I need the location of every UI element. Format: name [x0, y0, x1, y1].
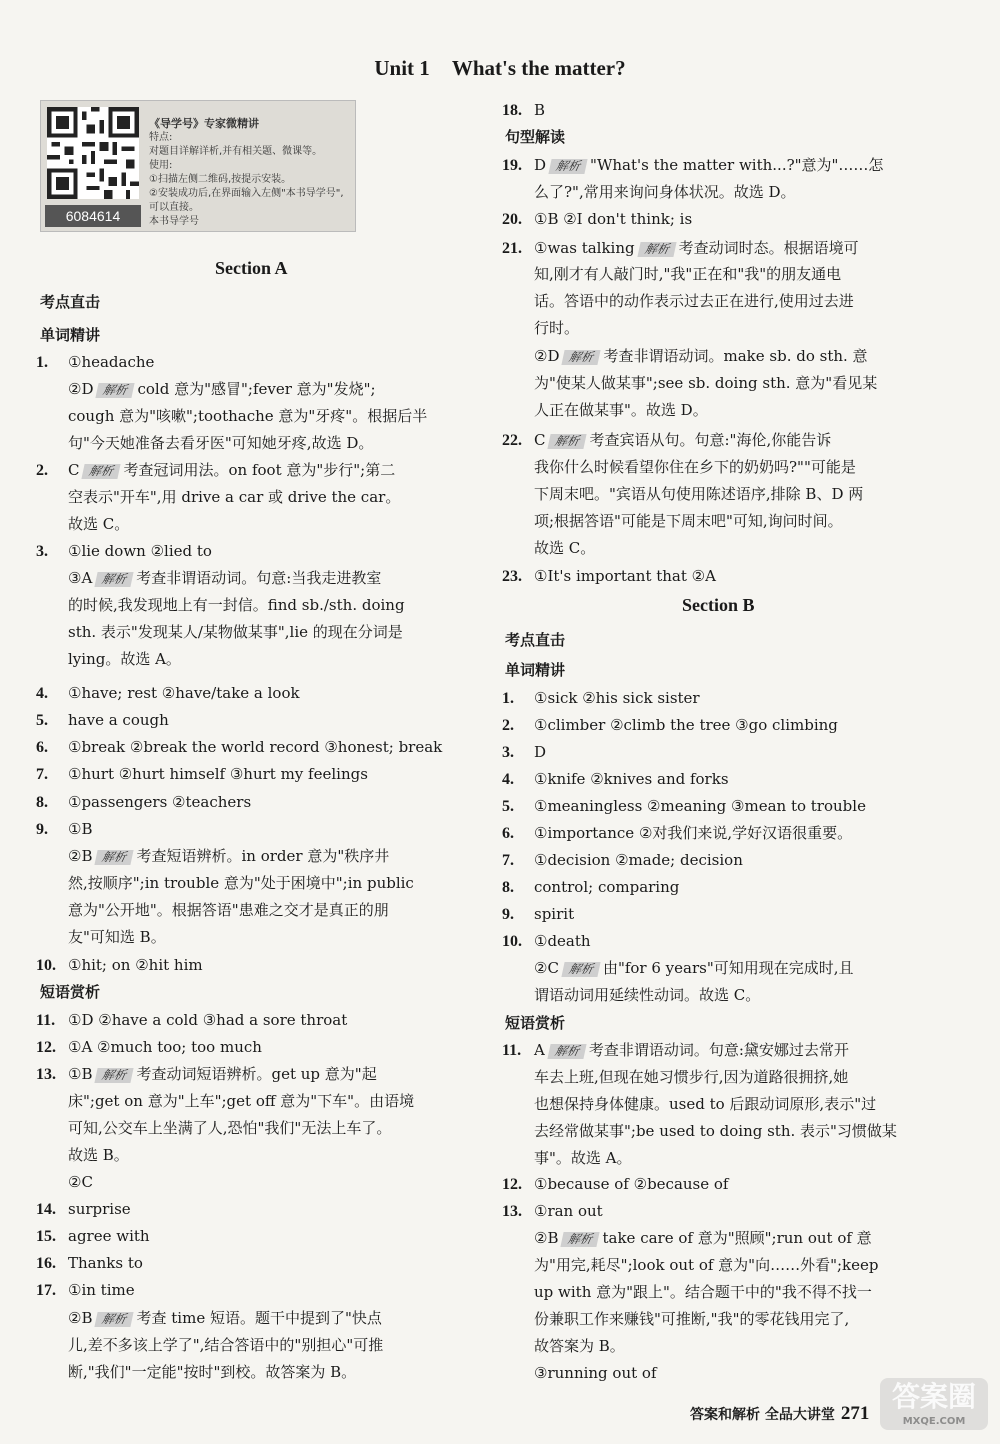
answer-text: agree with [68, 1227, 150, 1245]
question-number: 7. [502, 852, 514, 869]
right-answer-line [502, 100, 545, 121]
analysis-text: take care of 意为"照顾";run out of 意 [602, 1229, 872, 1247]
answer-text: up with 意为"跟上"。结合题干中的"我不得不找一 [534, 1283, 872, 1301]
analysis-text: 考查短语辨析。in order 意为"秩序井 [136, 847, 390, 865]
answer-text: ①was talking [534, 239, 635, 257]
left-answer-line [36, 1280, 135, 1301]
answer-text: A [534, 1041, 545, 1059]
right-answer-line [534, 1336, 625, 1356]
question-number: 3. [36, 543, 48, 560]
right-answer-line [534, 1148, 632, 1168]
right-answer-line [534, 318, 579, 338]
right-answer-line [502, 209, 692, 230]
analysis-text: 考查宾语从句。句意:"海伦,你能告诉 [589, 431, 832, 449]
analysis-tag: 解析 [95, 1312, 134, 1327]
left-duanyu-heading: 短语赏析 [40, 983, 101, 1001]
answer-text: ①lie down ②lied to [68, 542, 212, 560]
answer-text: ③running out of [534, 1364, 657, 1382]
question-number: 1. [36, 354, 48, 371]
analysis-text: 考查冠词用法。on foot 意为"步行";第二 [123, 461, 396, 479]
answer-text: ①death [534, 932, 591, 950]
answer-text: ①A ②much too; too much [68, 1038, 262, 1056]
answer-text: ①hurt ②hurt himself ③hurt my feelings [68, 765, 368, 783]
analysis-tag: 解析 [548, 159, 587, 174]
right-answer-line [534, 457, 856, 477]
answer-text: ①meaningless ②meaning ③mean to trouble [534, 797, 866, 815]
left-answer-line [68, 927, 166, 947]
right-danci-heading: 单词精讲 [505, 661, 566, 679]
left-answer-line [68, 649, 181, 669]
answer-text: 句"今天她准备去看牙医"可知她牙疼,故选 D。 [68, 434, 374, 452]
analysis-tag: 解析 [637, 242, 676, 257]
left-answer-line [68, 514, 129, 534]
right-answer-line [534, 1228, 872, 1248]
unit-title: What's the matter? [451, 56, 626, 80]
question-number: 14. [36, 1201, 56, 1218]
left-answer-line [68, 595, 405, 615]
answer-text: surprise [68, 1200, 131, 1218]
answer-text: lying。故选 A。 [68, 650, 181, 668]
answer-text: C [534, 431, 546, 449]
left-answer-line [36, 955, 203, 976]
analysis-tag: 解析 [95, 572, 134, 587]
question-number: 9. [36, 821, 48, 838]
question-number: 12. [36, 1039, 56, 1056]
question-number: 10. [502, 933, 522, 950]
question-number: 8. [502, 879, 514, 896]
analysis-tag: 解析 [96, 383, 135, 398]
question-number: 19. [502, 157, 522, 174]
right-duanyu-heading: 短语赏析 [505, 1014, 566, 1032]
answer-text: 友"可知选 B。 [68, 928, 166, 946]
question-number: 22. [502, 432, 522, 449]
right-kaodian-heading: 考点直击 [505, 631, 566, 649]
left-answer-line [36, 541, 212, 562]
analysis-text: "What's the matter with...?"意为"……怎 [590, 156, 884, 174]
answer-text: 可知,公交车上坐满了人,恐怕"我们"无法上车了。 [68, 1119, 392, 1137]
left-answer-line [68, 900, 389, 920]
right-answer-line [534, 373, 877, 393]
left-answer-line [36, 1010, 347, 1031]
answer-text: ②C [68, 1173, 93, 1191]
answer-text: 行时。 [534, 319, 580, 337]
analysis-text: 由"for 6 years"可知用现在完成时,且 [602, 959, 854, 977]
left-answer-line [68, 873, 414, 893]
answer-text: ①B [68, 820, 93, 838]
answer-text: 断,"我们"一定能"按时"到校。故答案为 B。 [68, 1363, 357, 1381]
right-answer-line [502, 796, 866, 817]
answer-text: D [534, 156, 547, 174]
answer-text: 事"。故选 A。 [534, 1149, 632, 1167]
analysis-tag: 解析 [561, 962, 600, 977]
answer-text: ②C [534, 959, 559, 977]
answer-text: 为"用完,耗尽";look out of 意为"向……外看";keep [534, 1256, 879, 1274]
page-title [0, 56, 1000, 81]
left-answer-line [68, 1091, 414, 1111]
right-juxing-heading: 句型解读 [505, 128, 566, 146]
question-number: 11. [502, 1042, 522, 1059]
answer-text: B [534, 101, 546, 119]
qr-code-icon[interactable] [47, 107, 139, 199]
right-answer-line [502, 742, 546, 763]
answer-text: 故选 C。 [68, 515, 130, 533]
answer-text: ①D ②have a cold ③had a sore throat [68, 1011, 348, 1029]
answer-text: ②D [68, 380, 94, 398]
right-answer-line [534, 400, 708, 420]
right-answer-line [502, 931, 591, 952]
question-number: 9. [502, 906, 514, 923]
right-answer-line [534, 1094, 876, 1114]
left-answer-line [36, 1226, 150, 1247]
question-number: 3. [502, 744, 514, 761]
left-answer-line [68, 433, 373, 453]
analysis-text: 考查非谓语动词。句意:黛安娜过去常开 [588, 1041, 849, 1059]
right-answer-line [534, 985, 760, 1005]
question-number: 6. [502, 825, 514, 842]
left-answer-line [68, 846, 389, 866]
analysis-tag: 解析 [95, 1068, 134, 1083]
qr-features: 对题目详解详析,并有相关题、微课等。 [149, 146, 323, 157]
qr-usage-label: 使用: [149, 160, 173, 171]
answer-text: 车去上班,但现在她习惯步行,因为道路很拥挤,她 [534, 1068, 849, 1086]
right-answer-line [534, 538, 595, 558]
right-answer-line [502, 238, 859, 259]
answer-text: 我你什么时候看望你住在乡下的奶奶吗?""可能是 [534, 458, 856, 476]
analysis-text: 考查动词短语辨析。get up 意为"起 [136, 1065, 377, 1083]
question-number: 10. [36, 957, 56, 974]
answer-text: 去经常做某事";be used to doing sth. 表示"习惯做某 [534, 1122, 897, 1140]
answer-text: ①B ②I don't think; is [534, 210, 693, 228]
qr-code-label: 本书导学号 [149, 216, 199, 227]
right-answer-line [534, 1309, 849, 1329]
left-answer-line [36, 819, 92, 840]
analysis-tag: 解析 [561, 1232, 600, 1247]
answer-text: 意为"公开地"。根据答语"患难之交才是真正的朋 [68, 901, 389, 919]
right-answer-line [502, 1040, 849, 1061]
analysis-text: 考查非谓语动词。句意:当我走进教室 [136, 569, 382, 587]
qr-description [149, 117, 349, 229]
question-number: 18. [502, 102, 522, 119]
answer-text: 份兼职工作来赚钱"可推断,"我"的零花钱用完了, [534, 1310, 850, 1328]
answer-text: 故选 B。 [68, 1146, 129, 1164]
analysis-tag: 解析 [548, 434, 587, 449]
answer-text: 床";get on 意为"上车";get off 意为"下车"。由语境 [68, 1092, 415, 1110]
left-answer-line [68, 568, 381, 588]
left-answer-line [68, 1335, 383, 1355]
question-number: 17. [36, 1282, 56, 1299]
answer-text: ①headache [68, 353, 155, 371]
answer-text: have a cough [68, 711, 169, 729]
left-answer-line [36, 764, 368, 785]
question-number: 21. [502, 240, 522, 257]
qr-heading: 《导学号》专家微精讲 [149, 117, 259, 130]
answer-text: C [68, 461, 80, 479]
right-answer-line [502, 904, 574, 925]
left-answer-line [68, 1118, 391, 1138]
right-answer-line [502, 1201, 603, 1222]
question-number: 23. [502, 568, 522, 585]
right-answer-line [534, 511, 843, 531]
section-b-heading: Section B [682, 595, 755, 615]
answer-text: spirit [534, 905, 575, 923]
left-answer-line [68, 487, 400, 507]
answer-text: 么了?",常用来询问身体状况。故选 D。 [534, 183, 796, 201]
left-answer-line [36, 352, 154, 373]
right-answer-line [534, 182, 796, 202]
left-answer-line [36, 792, 251, 813]
right-answer-line [502, 715, 838, 736]
answer-text: ①break ②break the world record ③honest; break [68, 738, 443, 756]
left-answer-line [68, 1145, 129, 1165]
answer-text: ①decision ②made; decision [534, 851, 743, 869]
answer-text: ①B [68, 1065, 93, 1083]
right-answer-line [502, 688, 700, 709]
question-number: 2. [36, 462, 48, 479]
question-number: 2. [502, 717, 514, 734]
qr-features-label: 特点: [149, 132, 173, 143]
question-number: 15. [36, 1228, 56, 1245]
answer-text: 儿,差不多该上学了",结合答语中的"别担心"可推 [68, 1336, 384, 1354]
question-number: 4. [36, 685, 48, 702]
watermark-logo [880, 1378, 988, 1430]
question-number: 8. [36, 794, 48, 811]
answer-text: ①passengers ②teachers [68, 793, 252, 811]
right-answer-line [502, 850, 743, 871]
qr-code-number: 6084614 [45, 205, 141, 227]
left-answer-line [68, 1362, 356, 1382]
answer-text: ②B [534, 1229, 559, 1247]
left-answer-line [36, 737, 442, 758]
left-answer-line [36, 460, 395, 481]
page-footer [690, 1403, 869, 1425]
answer-text: 的时候,我发现地上有一封信。find sb./sth. doing [68, 596, 405, 614]
left-answer-line [68, 1172, 93, 1192]
qr-step-2: ②安装成功后,在界面输入左侧"本书导学号",可以直接。 [149, 188, 344, 213]
answer-text: 为"使某人做某事";see sb. doing sth. 意为"看见某 [534, 374, 878, 392]
answer-text: ①importance ②对我们来说,学好汉语很重要。 [534, 824, 853, 842]
watermark-text: 答案圈 [891, 1380, 976, 1413]
right-answer-line [534, 958, 854, 978]
answer-text: 话。答语中的动作表示过去正在进行,使用过去进 [534, 292, 854, 310]
answer-text: ①have; rest ②have/take a look [68, 684, 300, 702]
analysis-text: 考查动词时态。根据语境可 [678, 239, 859, 257]
answer-text: 故选 C。 [534, 539, 596, 557]
question-number: 6. [36, 739, 48, 756]
answer-text: 下周末吧。"宾语从句使用陈述语序,排除 B、D 两 [534, 485, 864, 503]
answer-text: ①knife ②knives and forks [534, 770, 729, 788]
analysis-tag: 解析 [562, 350, 601, 365]
analysis-text: 考查 time 短语。题干中提到了"快点 [136, 1309, 382, 1327]
left-answer-line [36, 710, 169, 731]
left-answer-line [36, 1199, 131, 1220]
left-kaodian-heading: 考点直击 [40, 293, 101, 311]
footer-label: 答案和解析 全品大讲堂 [690, 1407, 835, 1423]
page-number: 271 [840, 1403, 870, 1424]
right-answer-line [502, 1174, 728, 1195]
qr-promo-box [40, 100, 356, 232]
question-number: 5. [502, 798, 514, 815]
question-number: 5. [36, 712, 48, 729]
question-number: 11. [36, 1012, 56, 1029]
analysis-text: cold 意为"感冒";fever 意为"发烧"; [137, 380, 376, 398]
left-answer-line [68, 1308, 382, 1328]
question-number: 1. [502, 690, 514, 707]
left-danci-heading: 单词精讲 [40, 326, 101, 344]
left-answer-line [36, 683, 300, 704]
analysis-tag: 解析 [82, 464, 121, 479]
question-number: 4. [502, 771, 514, 788]
answer-text: ②B [68, 1309, 93, 1327]
answer-text: 也想保持身体健康。used to 后跟动词原形,表示"过 [534, 1095, 877, 1113]
right-answer-line [534, 264, 841, 284]
answer-text: 故答案为 B。 [534, 1337, 625, 1355]
question-number: 13. [502, 1203, 522, 1220]
left-answer-line [36, 1037, 262, 1058]
analysis-text: 考查非谓语动词。make sb. do sth. 意 [603, 347, 868, 365]
answer-text: 项;根据答语"可能是下周末吧"可知,询问时间。 [534, 512, 843, 530]
left-answer-line [36, 1253, 143, 1274]
answer-text: ①It's important that ②A [534, 567, 716, 585]
question-number: 12. [502, 1176, 522, 1193]
answer-text: ①in time [68, 1281, 135, 1299]
left-answer-line [68, 379, 376, 399]
analysis-tag: 解析 [547, 1044, 586, 1059]
right-answer-line [534, 1067, 848, 1087]
watermark-url: MXQE.COM [902, 1416, 966, 1427]
answer-text: 谓语动词用延续性动词。故选 C。 [534, 986, 761, 1004]
unit-label: Unit 1 [374, 56, 430, 80]
right-answer-line [502, 769, 729, 790]
answer-text: 人正在做某事"。故选 D。 [534, 401, 708, 419]
left-answer-line [36, 1064, 377, 1085]
answer-text: 空表示"开车",用 drive a car 或 drive the car。 [68, 488, 401, 506]
right-answer-line [534, 1363, 657, 1383]
answer-text: ①climber ②climb the tree ③go climbing [534, 716, 838, 734]
right-answer-line [502, 155, 883, 176]
left-answer-line [68, 622, 403, 642]
right-answer-line [502, 430, 831, 451]
right-answer-line [534, 1282, 872, 1302]
answer-text: ①because of ②because of [534, 1175, 729, 1193]
answer-text: 然,按顺序";in trouble 意为"处于困境中";in public [68, 874, 414, 892]
answer-text: ②B [68, 847, 93, 865]
answer-text: ①ran out [534, 1202, 603, 1220]
answer-text: D [534, 743, 547, 761]
analysis-tag: 解析 [95, 850, 134, 865]
answer-text: cough 意为"咳嗽";toothache 意为"牙疼"。根据后半 [68, 407, 428, 425]
answer-text: ③A [68, 569, 93, 587]
left-answer-line [68, 406, 427, 426]
right-answer-line [534, 484, 863, 504]
answer-text: sth. 表示"发现某人/某物做某事",lie 的现在分词是 [68, 623, 403, 641]
answer-text: ①sick ②his sick sister [534, 689, 700, 707]
answer-text: Thanks to [68, 1254, 143, 1272]
question-number: 7. [36, 766, 48, 783]
right-answer-line [534, 1121, 897, 1141]
section-a-heading: Section A [215, 258, 288, 278]
right-answer-line [534, 1255, 878, 1275]
right-answer-line [534, 346, 868, 366]
question-number: 16. [36, 1255, 56, 1272]
answer-text: control; comparing [534, 878, 680, 896]
qr-step-1: ①扫描左侧二维码,按提示安装。 [149, 174, 292, 185]
right-answer-line [502, 823, 852, 844]
question-number: 13. [36, 1066, 56, 1083]
question-number: 20. [502, 211, 522, 228]
answer-text: ②D [534, 347, 560, 365]
answer-text: ①hit; on ②hit him [68, 956, 203, 974]
right-answer-line [502, 566, 716, 587]
answer-text: 知,刚才有人敲门时,"我"正在和"我"的朋友通电 [534, 265, 842, 283]
right-answer-line [534, 291, 854, 311]
right-answer-line [502, 877, 679, 898]
